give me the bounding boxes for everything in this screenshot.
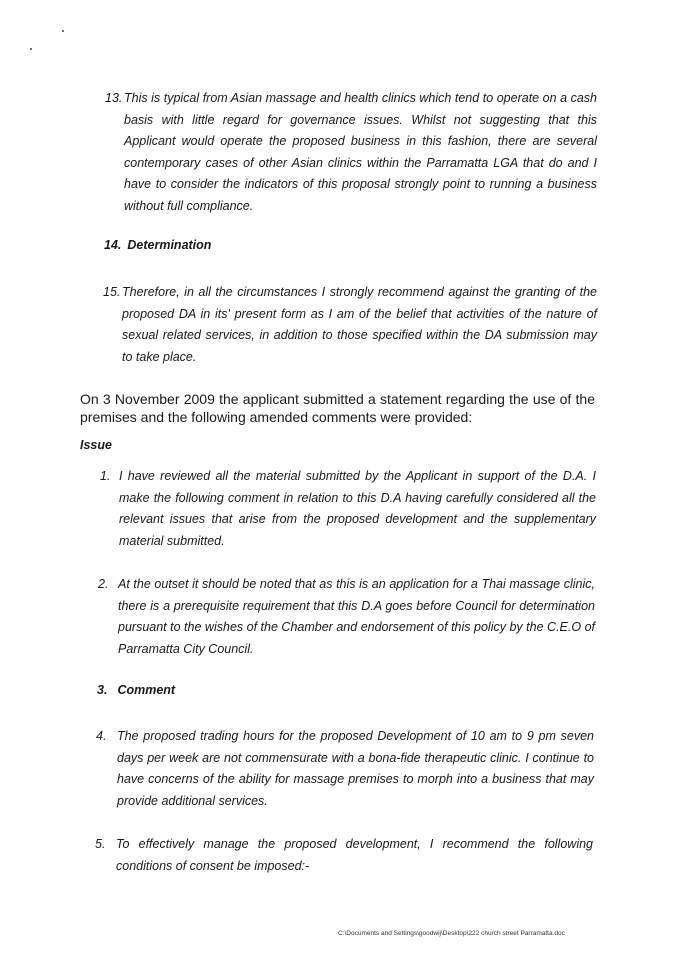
issue-item-4 [96,726,594,812]
item-number: 1. [100,469,111,483]
section-heading-determination [104,238,211,252]
item-text: To effectively manage the proposed development, I recommend the following conditions of consent be imposed:- [116,837,593,873]
heading-number: 3. [97,683,108,697]
item-text: At the outset it should be noted that as this is an application for a Thai massage clinic, there is a prerequisite requirement that this D.A goes before Council for determination pursuant to the wishes of the Chamber and endorsement of this policy by the C.E.O of Parramatta City Council. [118,577,595,656]
item-text: The proposed trading hours for the proposed Development of 10 am to 9 pm seven days per week are not commensurate with a bona-fide therapeutic clinic. I continue to have concerns of the ability for massage premises to morph into a business that may provide additional services. [117,729,594,808]
item-number: 13. [105,91,123,105]
issue-item-1 [100,466,596,552]
item-text: I have reviewed all the material submitted by the Applicant in support of the D.A. I make the following comment in relation to this D.A having carefully considered all the relevant issues that arise from the proposed development and the supplementary material submitted. [119,469,596,548]
scan-speck [30,48,32,50]
item-number: 2. [98,577,109,591]
item-number: 15. [103,285,121,299]
body-paragraph: On 3 November 2009 the applicant submitted a statement regarding the use of the premises and the following amended comments were provided: [80,391,595,425]
issue-item-5 [95,834,593,877]
heading-number: 14. [104,238,122,252]
issue-item-2 [98,574,595,660]
footer-file-path: C:\Documents and Settings\goodwij\Desktop\222 church street Parramatta.doc [338,930,565,937]
issue-heading: Issue [80,438,112,452]
item-text: This is typical from Asian massage and health clinics which tend to operate on a cash basis with little regard for governance issues. Whilst not suggesting that this Applicant would operate the proposed business in this fashion, there are several contemporary cases of other Asian clinics within the Parramatta LGA that do and I have to consider the indicators of this proposal strongly point to running a business without full compliance. [124,91,597,213]
scan-speck [62,30,64,32]
list-item-13 [105,88,597,217]
list-item-15 [103,282,597,368]
item-number: 4. [96,729,107,743]
section-heading-comment [97,683,175,697]
heading-label: Comment [117,683,176,697]
item-number: 5. [95,837,106,851]
item-text: Therefore, in all the circumstances I strongly recommend against the granting of the proposed DA in its' present form as I am of the belief that activities of the nature of sexual related services, in addition to those specified within the DA submission may to take place. [122,285,597,364]
heading-label: Determination [127,238,212,252]
